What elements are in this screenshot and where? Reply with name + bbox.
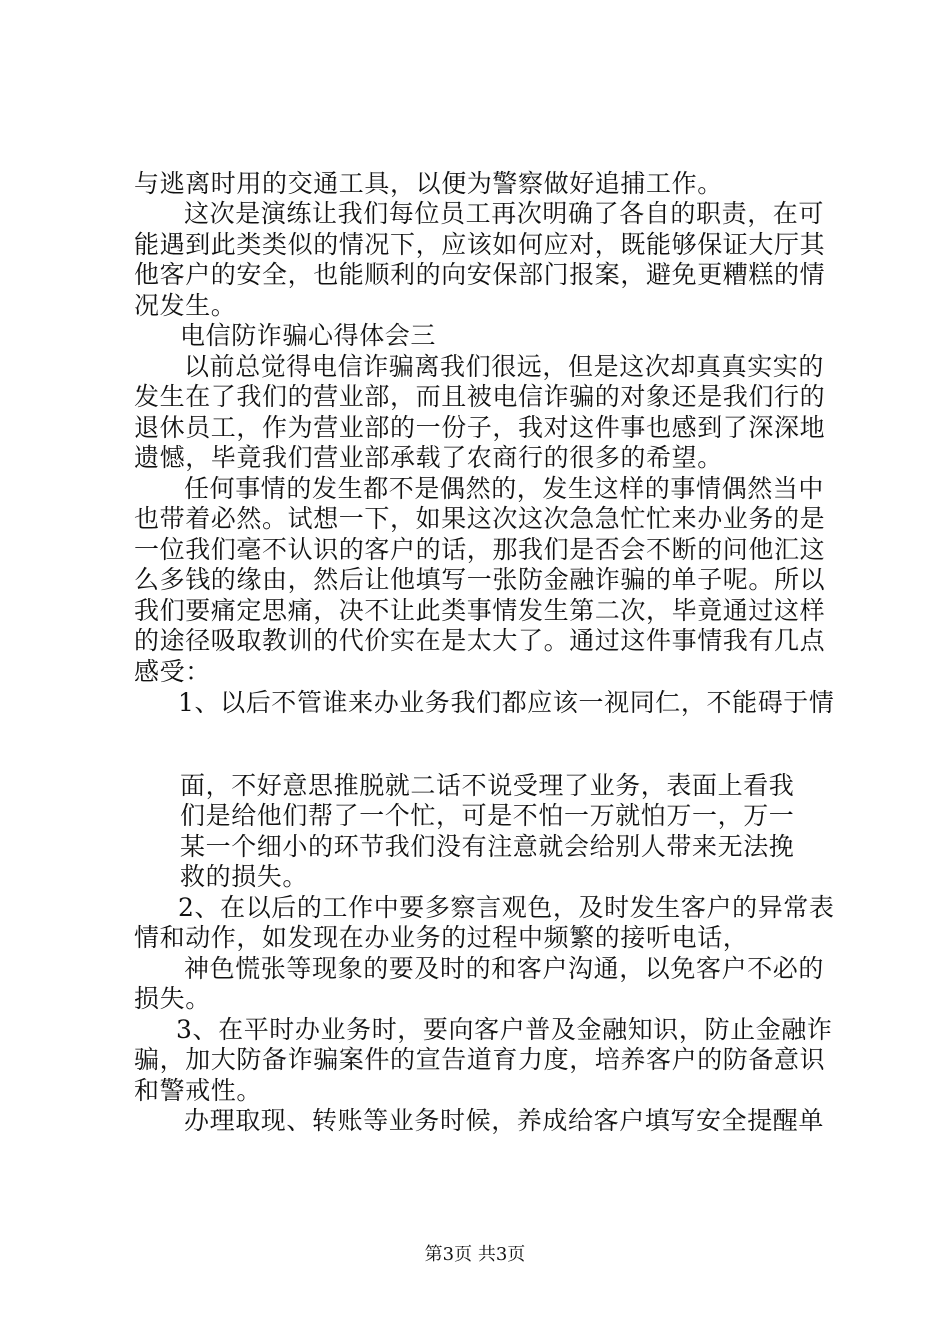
list-item-1-continuation: 面，不好意思推脱就二话不说受理了业务，表面上看我 [180,771,795,800]
paragraph-first-line: 这次是演练让我们每位员工再次明确了各自的职责，在可 [184,199,825,228]
body-line: 情和动作，如发现在办业务的过程中频繁的接听电话， [134,923,749,952]
body-line: 神色慌张等现象的要及时的和客户沟通，以免客户不必的 [184,954,825,983]
list-item-1-continuation: 救的损失。 [180,862,309,891]
body-line: 他客户的安全，也能顺利的向安保部门报案，避免更糟糕的情 [134,260,826,289]
body-line: 能遇到此类类似的情况下，应该如何应对，既能够保证大厅其 [134,230,826,259]
body-line: 么多钱的缘由，然后让他填写一张防金融诈骗的单子呢。所以 [134,565,826,594]
body-line: 和警戒性。 [134,1076,263,1105]
body-line: 我们要痛定思痛，决不让此类事情发生第二次，毕竟通过这样 [134,596,826,625]
body-line: 一位我们毫不认识的客户的话，那我们是否会不断的问他汇这 [134,535,826,564]
list-item-1: 1、以后不管谁来办业务我们都应该一视同仁，不能碍于情 [178,688,835,717]
section-title: 电信防诈骗心得体会三 [180,321,437,350]
body-line: 骗，加大防备诈骗案件的宣告道育力度，培养客户的防备意识 [134,1045,826,1074]
paragraph-first-line: 以前总觉得电信诈骗离我们很远，但是这次却真真实实的 [184,352,825,381]
list-item-1-continuation: 某一个细小的环节我们没有注意就会给别人带来无法挽 [180,832,795,861]
body-line: 发生在了我们的营业部，而且被电信诈骗的对象还是我们行的 [134,382,826,411]
list-item-3: 3、在平时办业务时，要向客户普及金融知识，防止金融诈 [176,1015,833,1044]
body-line: 也带着必然。试想一下，如果这次这次急急忙忙来办业务的是 [134,504,826,533]
list-item-2: 2、在以后的工作中要多察言观色，及时发生客户的异常表 [178,893,835,922]
page-footer: 第3页 共3页 [424,1244,526,1265]
body-line: 的途径吸取教训的代价实在是太大了。通过这件事情我有几点 [134,626,826,655]
paragraph-first-line: 办理取现、转账等业务时候，养成给客户填写安全提醒单 [184,1106,825,1135]
body-line: 损失。 [134,984,211,1013]
body-line: 况发生。 [134,291,237,320]
body-line: 遗憾，毕竟我们营业部承载了农商行的很多的希望。 [134,443,723,472]
list-item-1-continuation: 们是给他们帮了一个忙，可是不怕一万就怕万一，万一 [180,801,795,830]
body-line: 感受： [134,657,211,686]
body-line: 退休员工，作为营业部的一份子，我对这件事也感到了深深地 [134,413,826,442]
body-line: 与逃离时用的交通工具，以便为警察做好追捕工作。 [134,169,723,198]
paragraph-first-line: 任何事情的发生都不是偶然的，发生这样的事情偶然当中 [184,474,825,503]
